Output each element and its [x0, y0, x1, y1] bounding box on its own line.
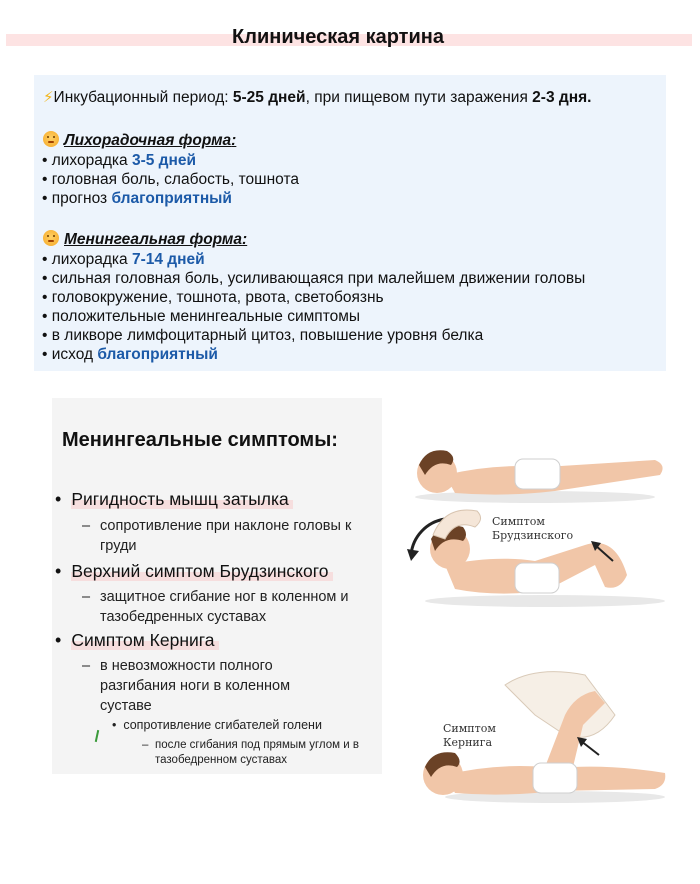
list-item-text: в ликворе лимфоцитарный цитоз, повышение уровня белка [51, 327, 484, 344]
list-item-text: прогноз [51, 190, 112, 207]
symptom-subpoint: • сопротивление сгибателей голени [112, 718, 322, 732]
kernig-label-line1: Симптом [443, 722, 496, 735]
list-item-text: сильная головная боль, усиливающаяся при малейшем движении головы [51, 270, 586, 287]
list-item [42, 151, 299, 170]
brudzinski-label-line1: Симптом [492, 515, 545, 528]
list-item [42, 250, 585, 269]
meningeal-form-colon: : [242, 231, 248, 248]
symptoms-panel-title: Менингеальные симптомы: [62, 429, 338, 451]
symptom-rigidity: • Ригидность мышц затылка [55, 489, 293, 510]
page-title: Клиническая картина [232, 26, 444, 48]
kernig-label-line2: Кернига [443, 736, 493, 749]
list-item-text: положительные менингеальные симптомы [51, 308, 361, 325]
child-lying-illustration [405, 425, 670, 510]
list-item [42, 345, 585, 364]
fever-form-colon: : [231, 132, 237, 149]
symptom-subsubpoint-text: после сгибания под прямым углом и в тазобедренном суставах [155, 739, 359, 766]
list-item-highlight: благоприятный [97, 346, 218, 363]
incubation-middle: , при пищевом пути заражения [305, 89, 533, 106]
list-item-text: головная боль, слабость, тошнота [51, 171, 299, 188]
meningeal-form-title: Менингеальная форма [64, 231, 243, 248]
symptom-subpoint-text: сопротивление сгибателей голени [123, 718, 322, 732]
list-item [42, 189, 299, 208]
list-item-text: лихорадка [51, 152, 132, 169]
list-item [42, 269, 585, 288]
symptom-desc: – сопротивление при наклоне головы к груди [82, 518, 352, 554]
symptom-name: Ригидность мышц затылка [71, 489, 292, 509]
brudzinski-label-line2: Брудзинского [492, 529, 574, 542]
lightning-icon: ⚡ [43, 89, 54, 106]
list-item-text: лихорадка [51, 251, 132, 268]
worried-face-icon [43, 131, 59, 147]
symptom-subsubpoint: – после сгибания под прямым углом и в тазобедренном суставах [142, 739, 359, 766]
worried-face-icon [43, 230, 59, 246]
symptom-desc-text: сопротивление при наклоне головы к груди [100, 518, 352, 554]
list-item-text: головокружение, тошнота, рвота, светобоязнь [51, 289, 384, 306]
list-item [42, 170, 299, 189]
list-item-highlight: 7-14 дней [131, 251, 205, 268]
fever-form-list [42, 151, 299, 208]
brudzinski-label [492, 515, 573, 543]
kernig-label [443, 722, 496, 750]
list-item [42, 326, 585, 345]
list-item-highlight: благоприятный [111, 190, 232, 207]
meningeal-form-list [42, 250, 585, 364]
symptom-desc: – защитное сгибание ног в коленном и тазобедренных суставах [82, 589, 349, 625]
symptom-name: Симптом Кернига [71, 630, 218, 650]
list-item [42, 288, 585, 307]
symptom-kernig: • Симптом Кернига [55, 630, 219, 651]
symptom-desc: – в невозможности полного разгибания ноги в коленном суставе [82, 658, 291, 714]
symptom-name: Верхний симптом Брудзинского [71, 561, 332, 581]
incubation-line [43, 88, 591, 107]
list-item [42, 307, 585, 326]
symptom-desc-text: в невозможности полного разгибания ноги в коленном суставе [100, 658, 291, 714]
list-item-highlight: 3-5 дней [131, 152, 197, 169]
symptom-desc-text: защитное сгибание ног в коленном и тазобедренных суставах [100, 589, 349, 625]
meningeal-form-heading [43, 230, 247, 249]
fever-form-heading [43, 131, 236, 150]
incubation-prefix: Инкубационный период: [53, 89, 233, 106]
incubation-period: 5-25 дней [232, 89, 306, 106]
list-item-text: исход [51, 346, 98, 363]
fever-form-title: Лихорадочная форма [64, 132, 232, 149]
incubation-food-period: 2-3 дня. [532, 89, 592, 106]
symptom-brudzinski: • Верхний симптом Брудзинского [55, 561, 333, 582]
